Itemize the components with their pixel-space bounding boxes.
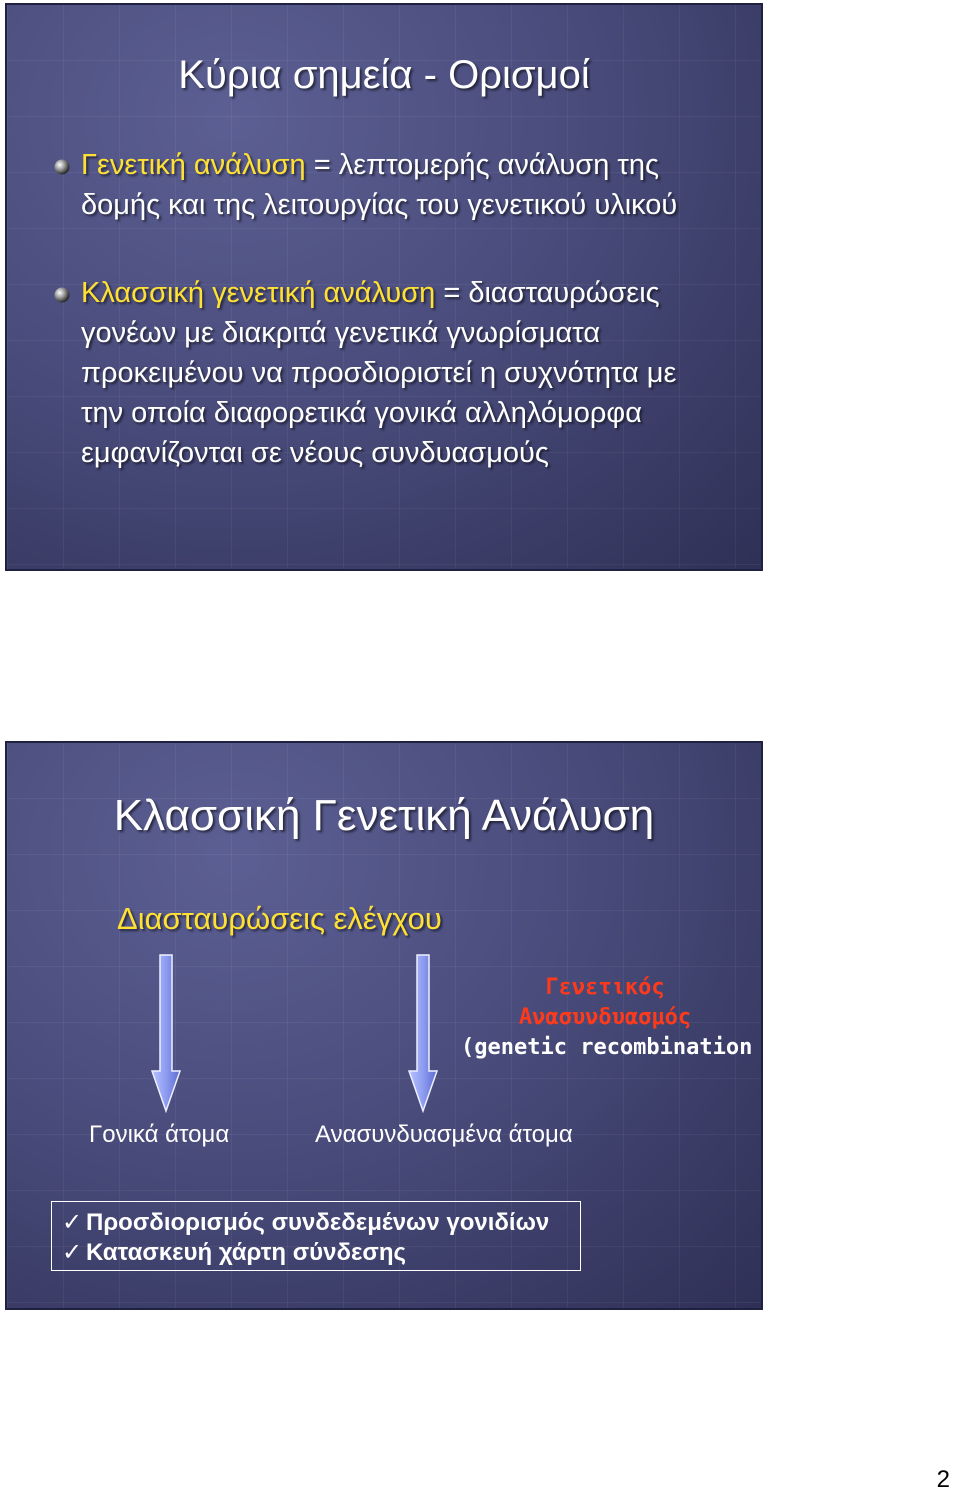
parental-individuals-label: Γονικά άτομα (89, 1121, 230, 1148)
arrow-down-icon (408, 953, 438, 1113)
bullet-classical-genetic-analysis (81, 273, 721, 473)
outcomes-box (51, 1201, 581, 1271)
slide-definitions (5, 3, 763, 571)
check-item: ✓ Κατασκευή χάρτη σύνδεσης (62, 1239, 406, 1266)
slide-title: Κλασσική Γενετική Ανάλυση (113, 791, 655, 840)
bullet-text: = διασταυρώσεις γονέων με διακριτά γενετικά γνωρίσματα προκειμένου να προσδιοριστεί η συχνότητα με την οποία διαφορετικά γονικά αλληλόμορφα εμφανίζονται σε νέους συνδυασμούς (81, 277, 677, 469)
genetic-recombination-note (455, 973, 755, 1063)
recombination-line: Γενετικός (545, 975, 665, 1000)
bullet-genetic-analysis (81, 145, 721, 225)
slide-title: Κύρια σημεία - Ορισμοί (178, 53, 590, 97)
bullet-term: Κλασσική γενετική ανάλυση (81, 277, 436, 309)
arrow-down-icon (151, 953, 181, 1113)
recombination-line: Ανασυνδυασμός (518, 1005, 692, 1030)
bullet-term: Γενετική ανάλυση (81, 149, 306, 181)
sphere-bullet-icon (53, 158, 71, 176)
recombinant-individuals-label: Ανασυνδυασμένα άτομα (315, 1121, 573, 1148)
checkmark-icon: ✓ (62, 1209, 83, 1236)
slide-classical-genetic-analysis (5, 741, 763, 1310)
checkmark-icon: ✓ (62, 1239, 83, 1266)
check-item: ✓ Προσδιορισμός συνδεδεμένων γονιδίων (62, 1209, 550, 1236)
page-number: 2 (936, 1466, 950, 1493)
recombination-line: (genetic recombination (461, 1035, 753, 1060)
control-crosses-label: Διασταυρώσεις ελέγχου (117, 901, 442, 936)
bullet-text: = λεπτομερής ανάλυση της δομής και της λειτουργίας του γενετικού υλικού (81, 149, 678, 221)
sphere-bullet-icon (53, 286, 71, 304)
